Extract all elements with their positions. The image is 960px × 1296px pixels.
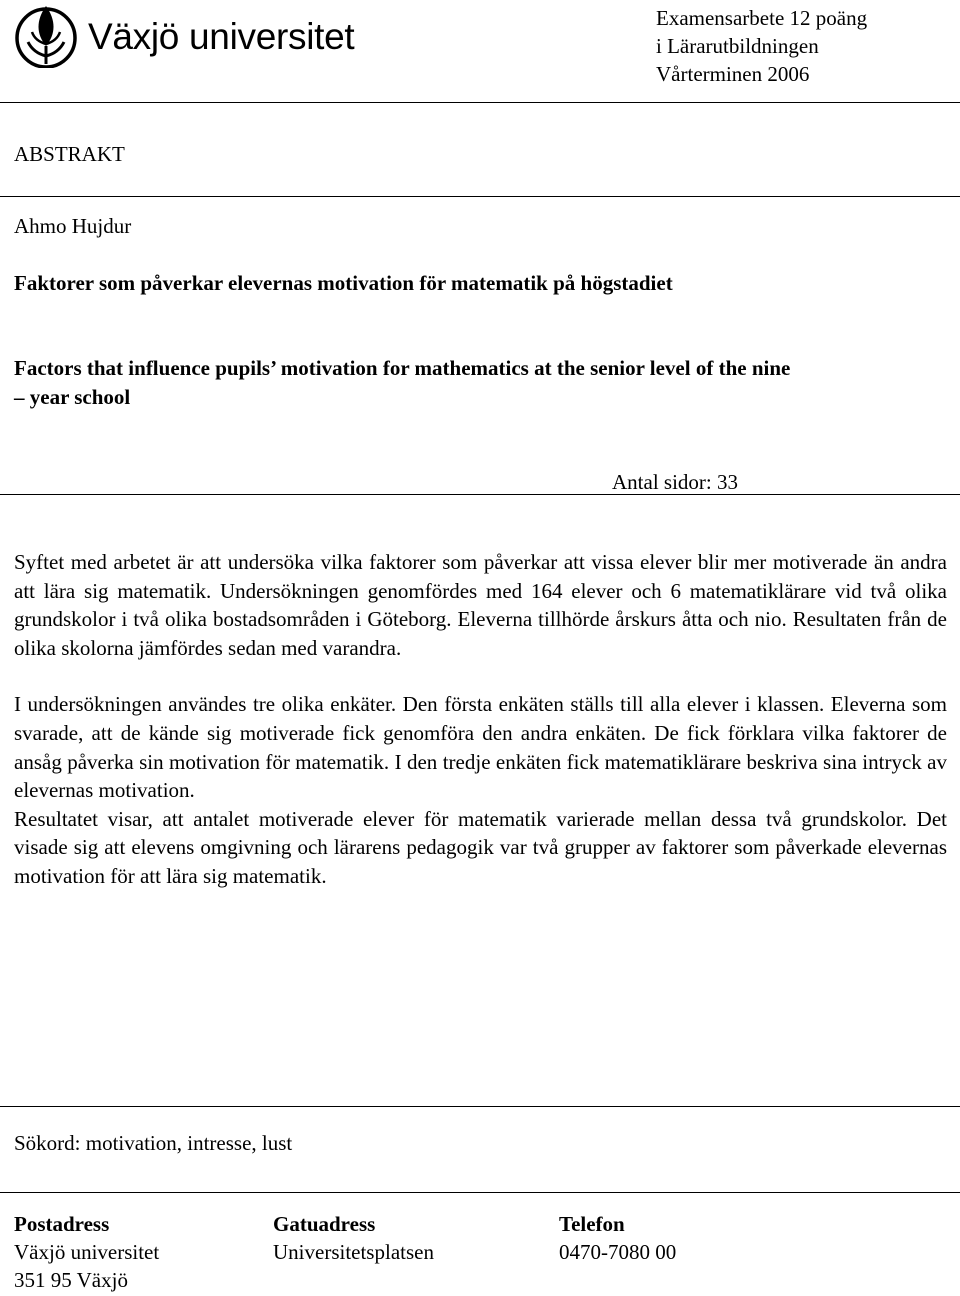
divider xyxy=(0,102,960,103)
abstract-paragraph-2: I undersökningen användes tre olika enkäter. Den första enkäten ställs till alla elever i klassen. Eleverna som svarade, att de kände sig motiverade fick genomföra den andra enkäten. De fick förklara vilka faktorer de ansåg påverka sin motivation för matematik. I den tredje enkäten fick matematiklärare beskriva sina intryck av elevernas motivation. xyxy=(14,692,947,803)
street-line1: Universitetsplatsen xyxy=(273,1240,434,1264)
postal-label: Postadress xyxy=(14,1212,110,1236)
phone-label: Telefon xyxy=(559,1212,625,1236)
page-count: Antal sidor: 33 xyxy=(612,470,738,494)
divider xyxy=(0,1192,960,1193)
title-english-line2: – year school xyxy=(14,385,131,409)
postal-line2: 351 95 Växjö xyxy=(14,1268,128,1292)
program: i Lärarutbildningen xyxy=(656,34,819,58)
abstract-body xyxy=(14,548,947,891)
keywords: Sökord: motivation, intresse, lust xyxy=(14,1131,293,1155)
thesis-info xyxy=(656,4,867,88)
leaf-emblem-icon xyxy=(14,2,78,68)
university-logo xyxy=(14,2,414,68)
footer-phone xyxy=(559,1210,676,1266)
author-name: Ahmo Hujdur xyxy=(14,214,132,238)
footer-postal xyxy=(14,1210,159,1294)
term: Vårterminen 2006 xyxy=(656,62,810,86)
thesis-type: Examensarbete 12 poäng xyxy=(656,6,868,30)
title-swedish: Faktorer som påverkar elevernas motivation för matematik på högstadiet xyxy=(14,271,673,295)
divider xyxy=(0,196,960,197)
postal-line1: Växjö universitet xyxy=(14,1240,160,1264)
section-label: ABSTRAKT xyxy=(14,142,125,166)
street-label: Gatuadress xyxy=(273,1212,376,1236)
divider xyxy=(0,1106,960,1107)
abstract-paragraph-3: Resultatet visar, att antalet motiverade elever för matematik varierade mellan dessa två grundskolor. Det visade sig att elevens omgivning och lärarens pedagogik var två grupper av faktorer som påverkade elevernas motivation för att lära sig matematik. xyxy=(14,806,947,888)
phone-line1: 0470-7080 00 xyxy=(559,1240,677,1264)
divider xyxy=(0,494,960,495)
university-logo-text: Växjö universitet xyxy=(88,16,355,57)
title-english-line1: Factors that influence pupils’ motivation for mathematics at the senior level of the nine xyxy=(14,356,791,380)
abstract-paragraph-1: Syftet med arbetet är att undersöka vilka faktorer som påverkar att vissa elever blir mer motiverade än andra att lära sig matematik. Undersökningen genomfördes med 164 elever och 6 matematiklärare vid två olika grundskolor i två olika bostadsområden i Göteborg. Eleverna tillhörde årskurs åtta och nio. Resultaten från de olika skolorna jämfördes sedan med varandra. xyxy=(14,550,947,660)
footer-street xyxy=(273,1210,434,1266)
